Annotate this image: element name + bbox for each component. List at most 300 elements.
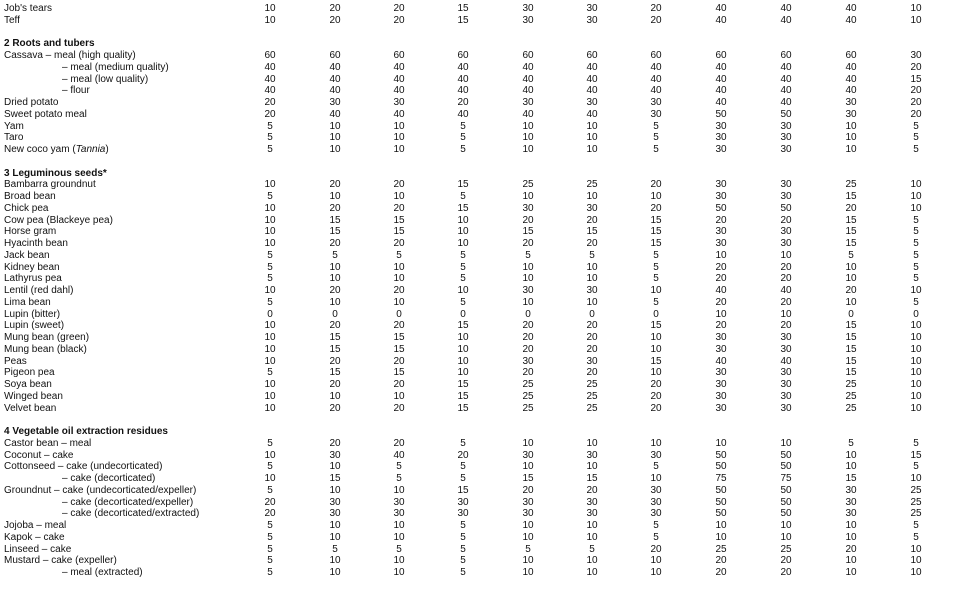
table-row [0, 3, 960, 15]
table-cell: 40 [780, 85, 792, 97]
table-row [0, 74, 960, 86]
table-cell: 5 [913, 214, 919, 226]
table-cell: 10 [264, 14, 276, 26]
table-cell: 15 [329, 343, 341, 355]
row-label [4, 97, 58, 109]
table-cell: 30 [715, 367, 727, 379]
table-cell: 30 [780, 120, 792, 132]
table-row [0, 332, 960, 344]
row-label-text: Lupin (sweet) [4, 320, 65, 332]
table-cell: 5 [913, 238, 919, 249]
table-cell: 10 [522, 273, 534, 285]
table-cell: 5 [267, 484, 273, 496]
section-heading [0, 38, 960, 50]
row-label-text: Castor bean – meal [4, 437, 92, 449]
table-cell: 0 [913, 308, 919, 320]
row-label [62, 497, 193, 509]
table-cell: 10 [586, 191, 598, 202]
table-cell: 0 [460, 308, 466, 320]
table-cell: 5 [913, 249, 919, 261]
table-cell: 40 [845, 85, 857, 97]
table-cell: 40 [845, 14, 857, 26]
row-label-text: – cake (decorticated/extracted) [62, 508, 200, 520]
table-cell: 10 [522, 120, 534, 132]
table-cell: 20 [522, 484, 534, 496]
table-cell: 15 [393, 367, 405, 379]
table-cell: 5 [460, 520, 466, 531]
table-cell: 10 [329, 484, 341, 496]
row-label [4, 461, 162, 473]
table-cell: 20 [586, 238, 598, 249]
table-cell: 20 [586, 343, 598, 355]
table-cell: 40 [586, 108, 598, 120]
table-cell: 15 [329, 367, 341, 379]
table-cell: 30 [845, 508, 857, 520]
table-cell: 20 [780, 214, 792, 226]
table-cell: 50 [715, 496, 727, 508]
table-row [0, 226, 960, 238]
table-cell: 10 [329, 390, 341, 402]
table-cell: 30 [329, 97, 341, 108]
table-cell: 30 [715, 226, 727, 238]
table-cell: 10 [715, 308, 727, 320]
table-cell: 10 [910, 355, 922, 367]
table-cell: 5 [913, 520, 919, 531]
table-cell: 5 [267, 132, 273, 144]
table-cell: 30 [715, 390, 727, 402]
table-cell: 30 [650, 496, 662, 508]
row-label [62, 85, 90, 97]
row-label-text: Chick pea [4, 202, 49, 214]
table-cell: 40 [393, 108, 405, 120]
table-cell: 5 [589, 249, 595, 261]
table-cell: 15 [845, 367, 857, 379]
table-row [0, 191, 960, 203]
table-cell: 30 [457, 496, 469, 508]
table-cell: 10 [457, 214, 469, 226]
table-cell: 20 [715, 261, 727, 273]
table-cell: 15 [393, 343, 405, 355]
table-cell: 10 [393, 261, 405, 273]
table-cell: 30 [780, 390, 792, 402]
row-label-text: Mung bean (black) [4, 343, 87, 355]
table-cell: 10 [586, 273, 598, 285]
row-label-text: Cottonseed – cake (undecorticated) [4, 461, 163, 473]
row-label [4, 273, 62, 285]
table-cell: 5 [460, 567, 466, 578]
row-label [4, 50, 136, 62]
section-heading [0, 168, 960, 180]
row-label-text: – meal (low quality) [62, 73, 149, 85]
table-cell: 0 [267, 308, 273, 320]
table-cell: 20 [650, 3, 662, 14]
table-cell: 10 [522, 437, 534, 449]
table-cell: 5 [913, 144, 919, 155]
table-cell: 40 [845, 3, 857, 14]
table-cell: 40 [522, 108, 534, 120]
table-cell: 40 [715, 3, 727, 14]
table-cell: 10 [650, 555, 662, 567]
table-cell: 5 [332, 543, 338, 555]
table-cell: 20 [393, 402, 405, 414]
table-cell: 5 [460, 191, 466, 202]
table-cell: 20 [650, 179, 662, 191]
table-cell: 40 [845, 73, 857, 85]
table-cell: 20 [910, 97, 922, 108]
row-label-text: – cake (decorticated/expeller) [62, 496, 194, 508]
table-cell: 25 [845, 179, 857, 191]
table-cell: 10 [586, 144, 598, 155]
table-row [0, 438, 960, 450]
table-cell: 20 [715, 296, 727, 308]
table-cell: 10 [457, 226, 469, 238]
table-cell: 5 [848, 249, 854, 261]
table-cell: 15 [457, 179, 469, 191]
table-cell: 5 [653, 120, 659, 132]
row-label [4, 544, 71, 556]
row-label [4, 332, 89, 344]
section-heading [0, 426, 960, 438]
table-cell: 20 [715, 214, 727, 226]
table-cell: 20 [522, 332, 534, 343]
table-cell: 5 [396, 473, 402, 484]
table-cell: 40 [780, 285, 792, 296]
table-cell: 10 [586, 437, 598, 449]
table-cell: 30 [586, 97, 598, 108]
table-cell: 30 [845, 484, 857, 496]
table-cell: 15 [845, 226, 857, 238]
row-label-text: – cake (decorticated) [62, 473, 156, 484]
table-cell: 30 [522, 14, 534, 26]
table-cell: 20 [393, 379, 405, 390]
table-cell: 15 [457, 3, 469, 14]
table-cell: 10 [264, 226, 276, 238]
row-label [4, 450, 74, 462]
table-cell: 5 [267, 461, 273, 473]
table-cell: 20 [586, 332, 598, 343]
section-title [4, 38, 95, 50]
table-row [0, 520, 960, 532]
table-cell: 10 [457, 238, 469, 249]
table-cell: 25 [522, 379, 534, 390]
table-cell: 60 [650, 50, 662, 61]
row-label-text: 3 Leguminous seeds* [4, 167, 107, 179]
table-cell: 10 [393, 191, 405, 202]
table-cell: 40 [845, 61, 857, 73]
table-cell: 50 [780, 484, 792, 496]
table-cell: 20 [845, 543, 857, 555]
table-cell: 10 [522, 531, 534, 543]
table-row [0, 344, 960, 356]
table-cell: 10 [329, 261, 341, 273]
row-label [4, 109, 87, 121]
table-cell: 60 [329, 50, 341, 61]
table-cell: 50 [780, 496, 792, 508]
row-label-text: Jack bean [4, 249, 50, 261]
table-cell: 15 [457, 402, 469, 414]
table-cell: 50 [715, 108, 727, 120]
table-cell: 15 [845, 320, 857, 332]
table-cell: 25 [910, 484, 922, 496]
table-cell: 20 [393, 437, 405, 449]
table-cell: 15 [845, 343, 857, 355]
table-cell: 40 [457, 73, 469, 85]
table-cell: 10 [329, 461, 341, 473]
table-cell: 10 [264, 285, 276, 296]
table-cell: 30 [586, 496, 598, 508]
table-cell: 30 [393, 97, 405, 108]
table-cell: 15 [845, 214, 857, 226]
table-cell: 30 [650, 449, 662, 461]
table-cell: 75 [715, 473, 727, 484]
table-cell: 15 [650, 226, 662, 238]
table-cell: 5 [460, 543, 466, 555]
table-cell: 15 [650, 355, 662, 367]
row-label-text: Lima bean [4, 296, 51, 308]
table-row [0, 121, 960, 133]
table-cell: 40 [650, 61, 662, 73]
table-cell: 40 [715, 355, 727, 367]
table-cell: 20 [522, 238, 534, 249]
table-cell: 5 [460, 132, 466, 144]
table-cell: 15 [910, 73, 922, 85]
table-cell: 10 [910, 179, 922, 191]
table-cell: 60 [586, 50, 598, 61]
table-row [0, 273, 960, 285]
table-cell: 40 [650, 73, 662, 85]
row-label-text: Coconut – cake [4, 449, 74, 461]
table-cell: 50 [715, 484, 727, 496]
row-label [4, 309, 60, 321]
table-cell: 30 [715, 332, 727, 343]
table-cell: 5 [267, 520, 273, 531]
row-label-text: Winged bean [4, 390, 63, 402]
table-row [0, 555, 960, 567]
table-cell: 20 [780, 555, 792, 567]
table-cell: 10 [910, 3, 922, 14]
row-label [4, 262, 60, 274]
table-cell: 20 [264, 508, 276, 520]
table-cell: 40 [715, 85, 727, 97]
table-cell: 15 [586, 473, 598, 484]
table-cell: 15 [457, 379, 469, 390]
table-row [0, 450, 960, 462]
table-cell: 5 [848, 437, 854, 449]
table-cell: 25 [522, 390, 534, 402]
table-cell: 25 [780, 543, 792, 555]
table-cell: 20 [329, 179, 341, 191]
table-cell: 10 [910, 543, 922, 555]
row-label-text: Peas [4, 355, 27, 367]
row-label [4, 3, 52, 15]
table-cell: 20 [393, 285, 405, 296]
table-cell: 10 [845, 261, 857, 273]
table-cell: 0 [525, 308, 531, 320]
table-cell: 25 [586, 390, 598, 402]
table-cell: 20 [586, 214, 598, 226]
table-cell: 25 [715, 543, 727, 555]
table-cell: 75 [780, 473, 792, 484]
table-cell: 5 [267, 567, 273, 578]
table-cell: 40 [650, 85, 662, 97]
row-label-text: – meal (medium quality) [62, 61, 169, 73]
table-cell: 40 [715, 14, 727, 26]
table-cell: 15 [650, 214, 662, 226]
table-cell: 10 [650, 343, 662, 355]
table-cell: 10 [845, 296, 857, 308]
table-cell: 5 [460, 273, 466, 285]
table-cell: 40 [715, 285, 727, 296]
table-cell: 20 [393, 179, 405, 191]
table-cell: 40 [586, 73, 598, 85]
table-cell: 30 [715, 238, 727, 249]
table-cell: 20 [780, 567, 792, 578]
table-cell: 20 [780, 296, 792, 308]
table-cell: 10 [522, 132, 534, 144]
table-row [0, 215, 960, 227]
row-label-text: Jojoba – meal [4, 520, 67, 531]
table-cell: 10 [457, 343, 469, 355]
table-cell: 20 [586, 484, 598, 496]
table-cell: 15 [457, 390, 469, 402]
table-cell: 5 [267, 191, 273, 202]
table-row [0, 62, 960, 74]
row-label [4, 132, 23, 144]
table-cell: 60 [522, 50, 534, 61]
table-cell: 10 [586, 461, 598, 473]
table-cell: 5 [653, 520, 659, 531]
table-cell: 10 [329, 191, 341, 202]
table-cell: 30 [522, 355, 534, 367]
table-cell: 10 [910, 473, 922, 484]
row-label [4, 285, 73, 297]
row-label-text: Lathyrus pea [4, 273, 62, 285]
table-cell: 10 [522, 191, 534, 202]
row-label [4, 250, 50, 262]
table-cell: 20 [264, 97, 276, 108]
row-label [4, 203, 48, 215]
table-cell: 10 [264, 449, 276, 461]
table-cell: 10 [329, 555, 341, 567]
row-label-text: Kapok – cake [4, 531, 65, 543]
row-label-text: Hyacinth bean [4, 238, 68, 249]
table-cell: 20 [522, 214, 534, 226]
row-label [4, 226, 56, 238]
table-cell: 15 [845, 191, 857, 202]
table-cell: 20 [329, 355, 341, 367]
table-cell: 5 [267, 261, 273, 273]
table-cell: 5 [267, 296, 273, 308]
row-label-text: Cow pea (Blackeye pea) [4, 214, 113, 226]
table-row [0, 285, 960, 297]
table-cell: 0 [332, 308, 338, 320]
table-cell: 10 [393, 531, 405, 543]
table-cell: 40 [780, 3, 792, 14]
table-cell: 5 [653, 461, 659, 473]
table-cell: 40 [393, 449, 405, 461]
table-cell: 5 [267, 531, 273, 543]
table-cell: 10 [264, 402, 276, 414]
table-cell: 10 [522, 520, 534, 531]
table-cell: 10 [845, 132, 857, 144]
section-title [4, 426, 168, 438]
table-cell: 10 [586, 520, 598, 531]
table-cell: 5 [460, 555, 466, 567]
table-cell: 10 [845, 555, 857, 567]
table-cell: 10 [715, 520, 727, 531]
table-cell: 40 [586, 85, 598, 97]
table-cell: 20 [780, 261, 792, 273]
table-cell: 5 [460, 531, 466, 543]
table-cell: 10 [264, 473, 276, 484]
table-row [0, 461, 960, 473]
table-row [0, 97, 960, 109]
table-cell: 10 [910, 343, 922, 355]
row-label-text: Broad bean [4, 191, 56, 202]
row-label [4, 320, 64, 332]
table-cell: 5 [525, 249, 531, 261]
table-cell: 40 [329, 61, 341, 73]
table-cell: 40 [457, 85, 469, 97]
table-cell: 10 [522, 567, 534, 578]
table-cell: 30 [780, 144, 792, 155]
table-cell: 10 [650, 285, 662, 296]
section-title [4, 168, 107, 180]
table-cell: 40 [264, 61, 276, 73]
row-label-text: Bambarra groundnut [4, 179, 96, 191]
table-cell: 10 [910, 332, 922, 343]
table-cell: 20 [650, 379, 662, 390]
table-cell: 30 [586, 14, 598, 26]
table-cell: 5 [913, 226, 919, 238]
table-cell: 25 [522, 402, 534, 414]
table-cell: 30 [780, 343, 792, 355]
table-cell: 25 [586, 379, 598, 390]
table-row [0, 109, 960, 121]
table-cell: 10 [715, 531, 727, 543]
table-cell: 10 [910, 379, 922, 390]
table-cell: 40 [522, 73, 534, 85]
table-cell: 10 [845, 144, 857, 155]
table-cell: 40 [393, 61, 405, 73]
table-cell: 10 [329, 120, 341, 132]
table-cell: 30 [715, 191, 727, 202]
table-cell: 5 [267, 273, 273, 285]
table-cell: 25 [845, 402, 857, 414]
row-label [4, 144, 109, 156]
table-cell: 10 [264, 332, 276, 343]
table-row [0, 238, 960, 250]
table-cell: 30 [780, 367, 792, 379]
table-cell: 15 [329, 214, 341, 226]
table-cell: 30 [780, 379, 792, 390]
table-row [0, 203, 960, 215]
table-cell: 10 [522, 261, 534, 273]
row-label [4, 238, 68, 250]
table-cell: 30 [845, 108, 857, 120]
table-cell: 30 [715, 179, 727, 191]
table-cell: 0 [848, 308, 854, 320]
row-label [62, 508, 199, 520]
table-cell: 40 [780, 14, 792, 26]
table-row [0, 391, 960, 403]
table-cell: 5 [267, 543, 273, 555]
table-cell: 5 [267, 367, 273, 379]
table-row [0, 544, 960, 556]
table-cell: 5 [589, 543, 595, 555]
table-cell: 15 [393, 226, 405, 238]
table-cell: 15 [393, 332, 405, 343]
